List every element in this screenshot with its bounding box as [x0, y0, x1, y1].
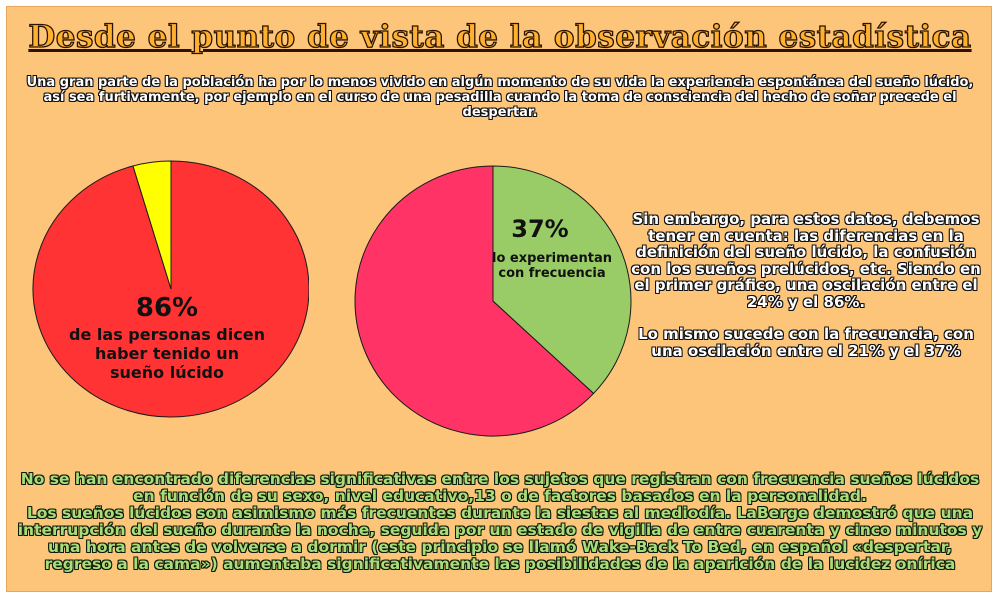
bottom-note-differences: No se han encontrado diferencias significativas entre los sujetos que registran con frecuencia sueños lúcidos en función de su sexo, nivel educativo,13 o de factores basados en la personalidad.	[20, 470, 980, 505]
pie1-description-label: de las personas dicen haber tenido un sueño lúcido	[69, 325, 265, 382]
side-notes	[625, 211, 987, 359]
side-note-frequency: Lo mismo sucede con la frecuencia, con una oscilación entre el 21% y el 37%	[638, 325, 974, 360]
pie-chart-frequency	[341, 159, 637, 437]
bottom-note-siestas: Los sueños lúcidos son asimismo más frecuentes durante la siestas al mediodía. LaBerge demostró que una interrupción del sueño durante la noche, seguida por un estado de vigilia de entre cuarenta y cinco minutos y una hora antes de volverse a dormir (este principio se llamó Wake-Back To Bed, en español «despertar, regreso a la cama») aumentaba significativamente las posibilidades de la aparición de la lucidez onírica	[17, 504, 983, 573]
pie-chart-lucid-dream	[19, 153, 309, 423]
intro-text: Una gran parte de la población ha por lo menos vivido en algún momento de su vida la experiencia espontánea del sueño lúcido, así sea furtivamente, por ejemplo en el curso de una pesadilla cuando la toma de consciencia del hecho de soñar precede el despertar.	[26, 75, 974, 120]
pie2-description-label: lo experimentan con frecuencia	[492, 251, 612, 281]
pie2-percent-label: 37%	[511, 215, 569, 243]
page-title: Desde el punto de vista de la observación estadística	[28, 19, 972, 55]
bottom-notes	[15, 471, 985, 573]
side-note-definitions: Sin embargo, para estos datos, debemos tener en cuenta: las diferencias en la definición del sueño lúcido, la confusión con los sueños prelúcidos, etc. Siendo en el primer gráfico, una oscilación entre el 24% y el 86%.	[631, 210, 981, 311]
infographic-poster	[6, 6, 992, 592]
pie1-percent-label: 86%	[135, 293, 199, 323]
